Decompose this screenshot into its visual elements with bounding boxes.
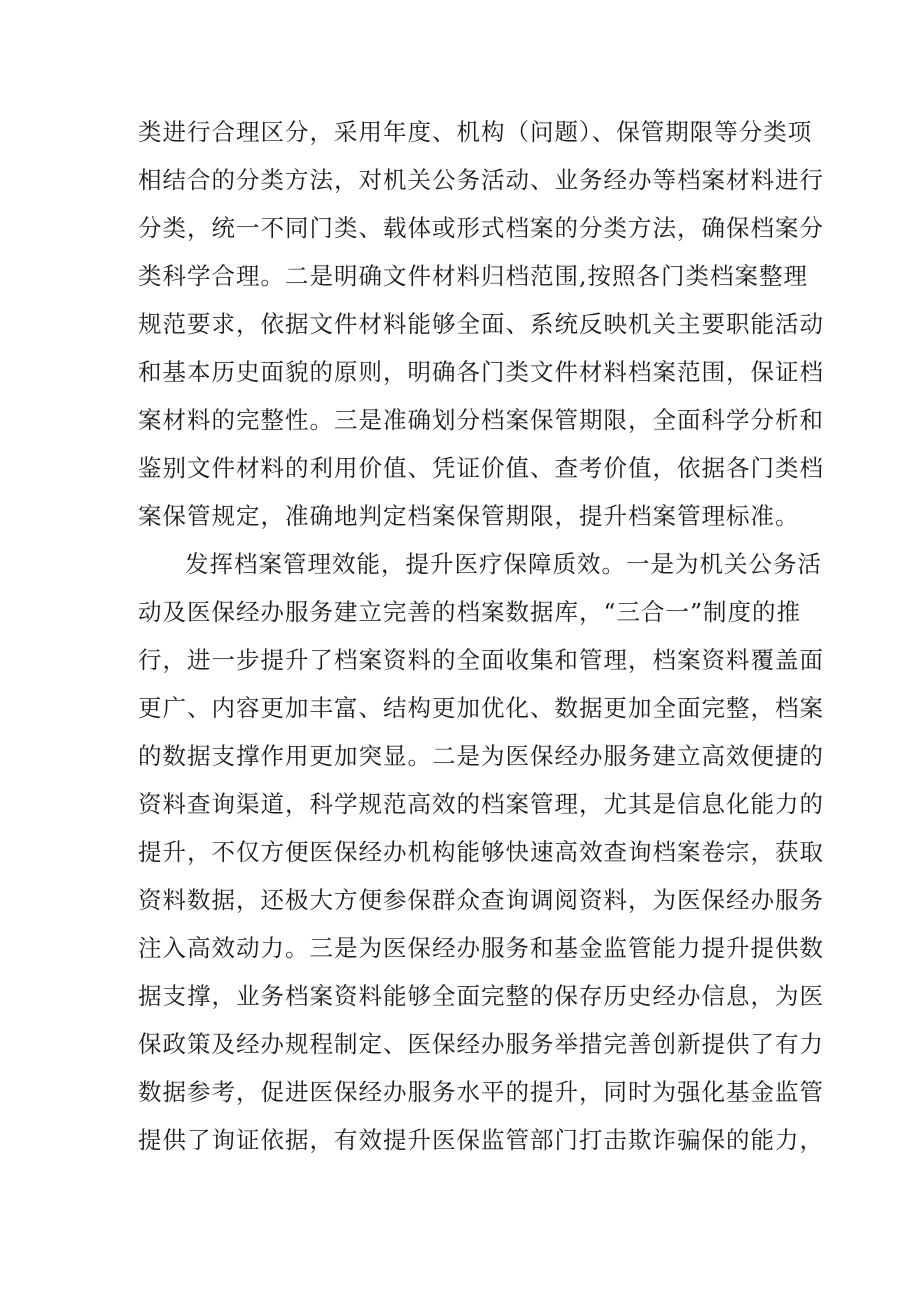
text-line: 行，进一步提升了档案资料的全面收集和管理，档案资料覆盖面	[138, 646, 824, 674]
document-body	[138, 108, 824, 1164]
text-line: 类进行合理区分，采用年度、机构（问题）、保管期限等分类项	[138, 118, 813, 146]
paragraph-2	[138, 540, 824, 1164]
text-line: 更广、内容更加丰富、结构更加优化、数据更加全面完整，档案	[138, 694, 824, 722]
paragraph-1	[138, 108, 824, 540]
text-line: 保政策及经办规程制定、医保经办服务举措完善创新提供了有力	[138, 1030, 824, 1058]
text-line: 案材料的完整性。三是准确划分档案保管期限，全面科学分析和	[138, 406, 824, 434]
text-line: 和基本历史面貌的原则，明确各门类文件材料档案范围，保证档	[138, 358, 824, 386]
text-line: 提供了询证依据，有效提升医保监管部门打击欺诈骗保的能力，	[138, 1126, 824, 1154]
text-line: 注入高效动力。三是为医保经办服务和基金监管能力提升提供数	[138, 934, 824, 962]
text-line: 分类，统一不同门类、载体或形式档案的分类方法，确保档案分	[138, 214, 824, 242]
text-line: 类科学合理。二是明确文件材料归档范围,按照各门类档案整理	[138, 262, 808, 290]
text-line: 资料查询渠道，科学规范高效的档案管理，尤其是信息化能力的	[138, 790, 824, 818]
text-line: 据支撑，业务档案资料能够全面完整的保存历史经办信息，为医	[138, 982, 824, 1010]
text-line: 提升，不仅方便医保经办机构能够快速高效查询档案卷宗，获取	[138, 838, 824, 866]
text-line: 鉴别文件材料的利用价值、凭证价值、查考价值，依据各门类档	[138, 454, 824, 482]
text-line: 相结合的分类方法，对机关公务活动、业务经办等档案材料进行	[138, 166, 824, 194]
text-line: 资料数据，还极大方便参保群众查询调阅资料，为医保经办服务	[138, 886, 824, 914]
text-line: 数据参考，促进医保经办服务水平的提升，同时为强化基金监管	[138, 1078, 824, 1106]
text-line: 案保管规定，准确地判定档案保管期限，提升档案管理标准。	[138, 502, 800, 530]
text-line: 发挥档案管理效能，提升医疗保障质效。一是为机关公务活	[185, 550, 822, 578]
text-line: 的数据支撑作用更加突显。二是为医保经办服务建立高效便捷的	[138, 742, 824, 770]
text-line: 动及医保经办服务建立完善的档案数据库，“三合一”制度的推	[138, 598, 802, 626]
text-line: 规范要求，依据文件材料能够全面、系统反映机关主要职能活动	[138, 310, 824, 338]
